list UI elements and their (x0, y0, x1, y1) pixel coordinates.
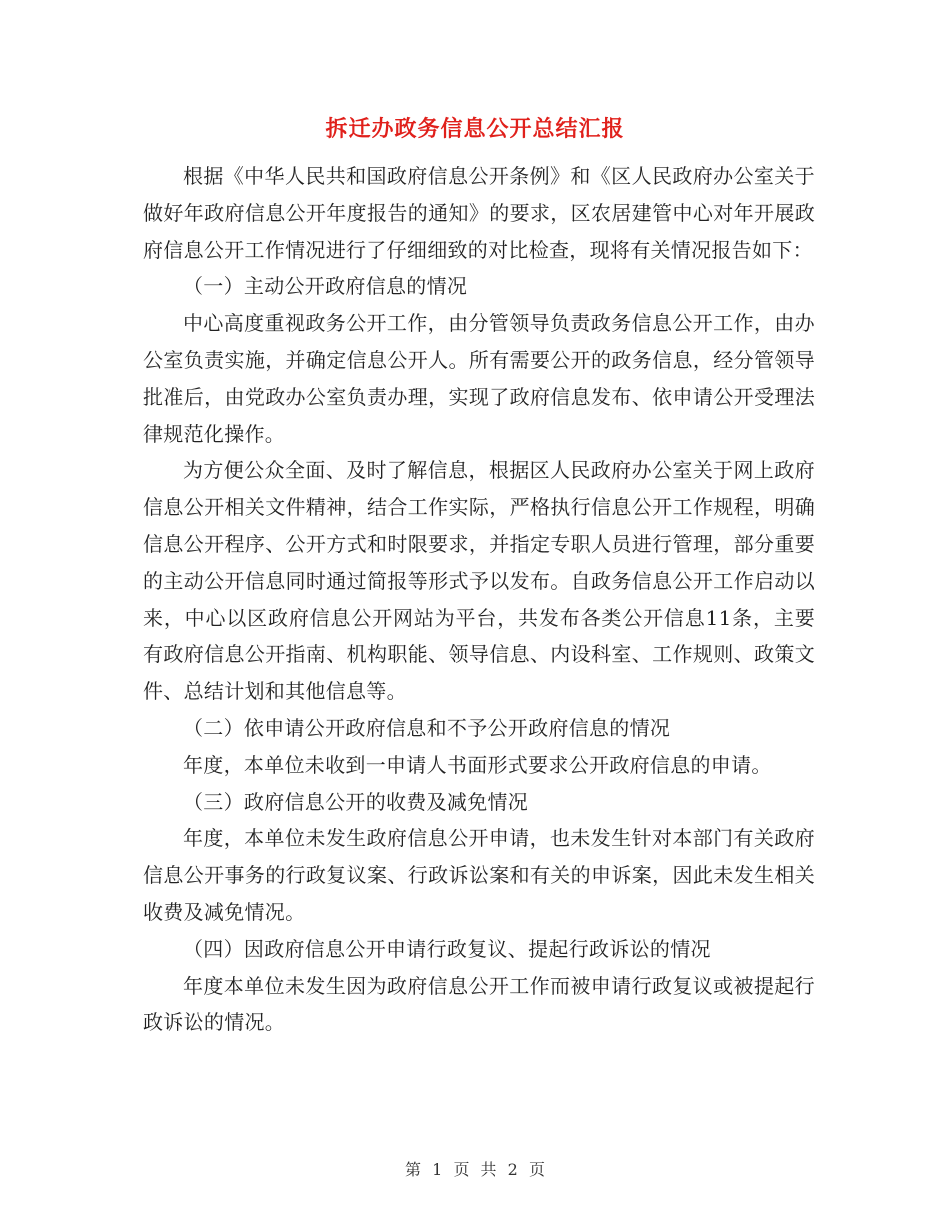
page-footer (0, 1157, 950, 1180)
footer-page-end-label: 页 (528, 1160, 545, 1179)
paragraph-intro: 根据《中华人民共和国政府信息公开条例》和《区人民政府办公室关于做好年政府信息公开年度报告的通知》的要求，区农居建管中心对年开展政府信息公开工作情况进行了仔细细致的对比检查，现将有关情况报告如下： (143, 164, 815, 262)
footer-total-label: 共 (480, 1160, 497, 1179)
section-heading-2: （二）依申请公开政府信息和不予公开政府信息的情况 (183, 715, 671, 740)
paragraph: 年度，本单位未发生政府信息公开申请，也未发生针对本部门有关政府信息公开事务的行政复议案、行政诉讼案和有关的申诉案，因此未发生相关收费及减免情况。 (143, 826, 815, 924)
section-heading-3: （三）政府信息公开的收费及减免情况 (183, 789, 529, 814)
footer-current-page: 1 (432, 1160, 443, 1179)
footer-page-label: 页 (453, 1160, 470, 1179)
footer-prefix: 第 (405, 1160, 422, 1179)
footer-total-pages: 2 (507, 1160, 518, 1179)
document-body (143, 158, 815, 1041)
paragraph: 年度本单位未发生因为政府信息公开工作而被申请行政复议或被提起行政诉讼的情况。 (143, 973, 815, 1035)
paragraph: 中心高度重视政务公开工作，由分管领导负责政务信息公开工作，由办公室负责实施，并确定信息公开人。所有需要公开的政务信息，经分管领导批准后，由党政办公室负责办理，实现了政府信息发布、依申请公开受理法律规范化操作。 (143, 311, 815, 446)
document-title: 拆迁办政务信息公开总结汇报 (325, 116, 625, 142)
section-heading-4: （四）因政府信息公开申请行政复议、提起行政诉讼的情况 (183, 936, 711, 961)
paragraph: 为方便公众全面、及时了解信息，根据区人民政府办公室关于网上政府信息公开相关文件精神，结合工作实际，严格执行信息公开工作规程，明确信息公开程序、公开方式和时限要求，并指定专职人员进行管理，部分重要的主动公开信息同时通过简报等形式予以发布。自政务信息公开工作启动以来，中心以区政府信息公开网站为平台，共发布各类公开信息11条，主要有政府信息公开指南、机构职能、领导信息、内设科室、工作规则、政策文件、总结计划和其他信息等。 (143, 458, 815, 704)
section-heading-1: （一）主动公开政府信息的情况 (183, 274, 468, 299)
paragraph: 年度，本单位未收到一申请人书面形式要求公开政府信息的申请。 (183, 752, 772, 777)
